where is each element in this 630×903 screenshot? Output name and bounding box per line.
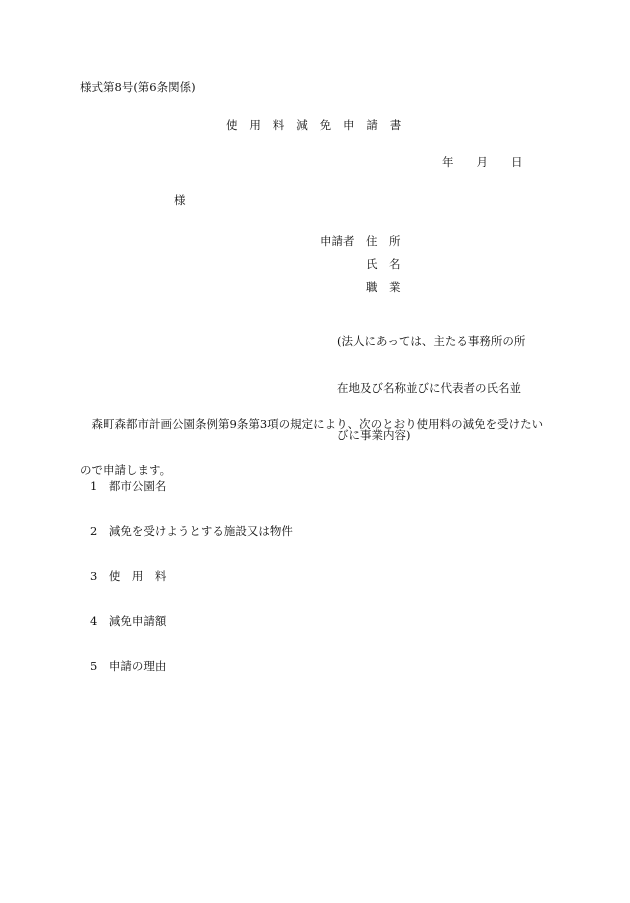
item-park-name: 1 都市公園名 [90,479,167,493]
applicant-address-label: 申請者 住 所 [320,234,401,248]
statement-line: ので申請します。 [80,463,172,477]
item-reason: 5 申請の理由 [90,659,167,673]
document-title: 使 用 料 減 免 申 請 書 [226,118,402,132]
application-statement [80,390,543,494]
form-number: 様式第8号(第6条関係) [80,80,196,94]
note-line: 在地及び名称並びに代表者の氏名並 [337,381,521,395]
item-usage-fee: 3 使 用 料 [90,569,167,583]
item-reduction-amount: 4 減免申請額 [90,614,167,628]
note-line: (法人にあっては、主たる事務所の所 [337,334,526,348]
applicant-occupation-label: 職 業 [366,280,401,294]
note-line: びに事業内容) [337,428,411,442]
statement-line: 森町森都市計画公園条例第9条第3項の規定により、次のとおり使用料の減免を受けたい [80,417,544,431]
applicant-name-label: 氏 名 [366,257,401,271]
date-line: 年 月 日 [442,155,523,169]
addressee-suffix: 様 [174,193,186,207]
item-facility: 2 減免を受けようとする施設又は物件 [90,524,293,538]
